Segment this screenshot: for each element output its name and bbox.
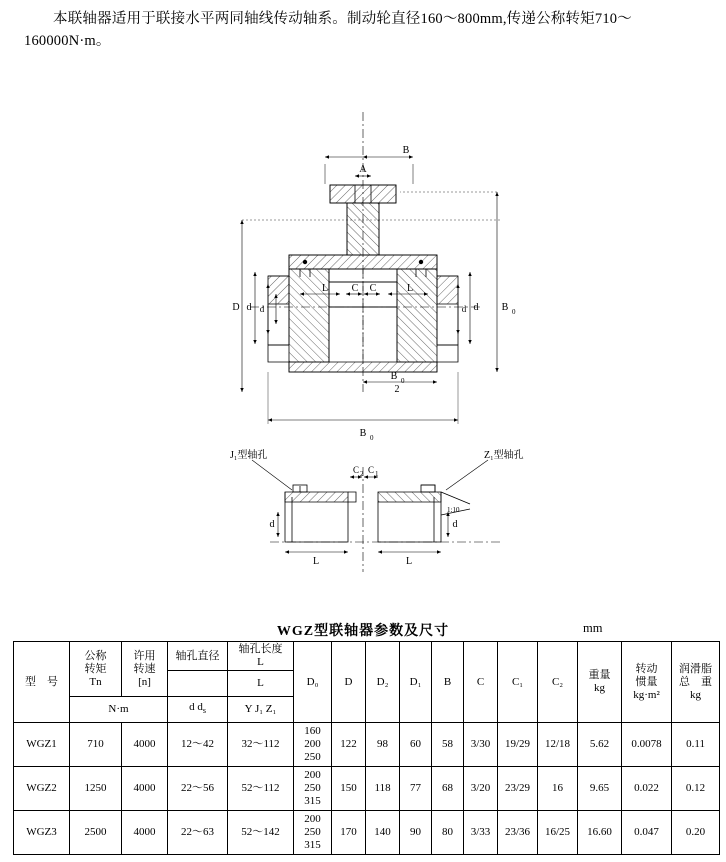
cell-C1: 19/29: [498, 723, 538, 767]
th-C2: C₂: [538, 642, 578, 723]
intro-paragraph: 本联轴器适用于联接水平两同轴线传动轴系。制动轮直径160～800mm,传递公称转矩710～160000N·m。: [24, 11, 632, 49]
th-speed: 许用 转速 [n]: [122, 642, 168, 697]
dim-label-d1-left: d: [259, 304, 265, 314]
cell-bore-len: 32～112: [228, 723, 294, 767]
cell-speed: 4000: [122, 811, 168, 855]
cell-C: 3/33: [464, 811, 498, 855]
cell-C1: 23/36: [498, 811, 538, 855]
th-D2: D₂: [366, 642, 400, 723]
label-Z1-bore: Z₁型轴孔: [484, 450, 524, 461]
cell-inertia: 0.047: [622, 811, 672, 855]
cell-weight: 5.62: [578, 723, 622, 767]
table-row: [14, 811, 720, 855]
th-torque-unit: N·m: [70, 697, 168, 723]
label-taper: 1:10: [447, 506, 460, 514]
th-D: D: [332, 642, 366, 723]
cell-C: 3/30: [464, 723, 498, 767]
dim-label-B0-bottom: B: [359, 428, 367, 439]
cell-inertia: 0.0078: [622, 723, 672, 767]
cell-C2: 16/25: [538, 811, 578, 855]
dim-label-d-left: d: [246, 302, 252, 313]
cell-grease: 0.12: [672, 767, 720, 811]
th-D1: D₁: [400, 642, 432, 723]
dim-label-L-lower-right: L: [405, 556, 413, 567]
cell-model: WGZ1: [14, 723, 70, 767]
dim-label-D-left: D: [232, 302, 240, 313]
cell-D1: 90: [400, 811, 432, 855]
table-unit-label: mm: [583, 621, 603, 635]
dim-label-B0-half-sub: 0: [401, 377, 405, 385]
dim-label-B0-sub: 0: [512, 308, 516, 316]
cell-weight: 16.60: [578, 811, 622, 855]
dim-label-C1: C: [367, 465, 375, 475]
th-weight: 重量 kg: [578, 642, 622, 723]
cell-C2: 12/18: [538, 723, 578, 767]
th-bore-dia-sym: d $d_s$: [168, 697, 228, 723]
cell-model: WGZ3: [14, 811, 70, 855]
dim-label-B0-bottom-sub: 0: [370, 434, 374, 442]
th-C: C: [464, 642, 498, 723]
th-C1: C₁: [498, 642, 538, 723]
dim-label-B0-right: B: [501, 302, 509, 313]
dim-label-two: 2: [394, 384, 400, 395]
cell-C1: 23/29: [498, 767, 538, 811]
cell-torque: 710: [70, 723, 122, 767]
cell-bore-dia: 22～56: [168, 767, 228, 811]
cell-D: 122: [332, 723, 366, 767]
cell-D0: 160 200 250: [294, 723, 332, 767]
th-bore-dia: 轴孔直径: [168, 642, 228, 671]
dim-label-C1-sub: 1: [375, 470, 379, 478]
cell-D2: 140: [366, 811, 400, 855]
th-inertia: 转动 惯量 kg·m²: [622, 642, 672, 723]
dim-label-D-right: d: [473, 302, 479, 313]
table-row: [14, 723, 720, 767]
cell-bore-dia: 22～63: [168, 811, 228, 855]
th-model: 型 号: [14, 642, 70, 723]
th-bore-len-2: L: [228, 671, 294, 697]
cell-model: WGZ2: [14, 767, 70, 811]
dim-label-C2-sub: 2: [360, 470, 364, 478]
cell-D: 170: [332, 811, 366, 855]
dim-label-C-left: C: [351, 283, 359, 294]
cell-torque: 1250: [70, 767, 122, 811]
cell-torque: 2500: [70, 811, 122, 855]
cell-weight: 9.65: [578, 767, 622, 811]
th-bore-len-sym: Y J₁ Z₁: [228, 697, 294, 723]
dim-label-C2: C: [352, 465, 360, 475]
cell-bore-dia: 12～42: [168, 723, 228, 767]
th-B: B: [432, 642, 464, 723]
th-torque: 公称 转矩 Tn: [70, 642, 122, 697]
cell-bore-len: 52～142: [228, 811, 294, 855]
dim-label-d-lower-right: d: [452, 519, 458, 530]
dim-label-d1-right: d: [461, 304, 467, 314]
table-title: WGZ型联轴器参数及尺寸: [276, 624, 450, 639]
th-bore-dia-2: [168, 671, 228, 697]
cell-C2: 16: [538, 767, 578, 811]
cell-D1: 77: [400, 767, 432, 811]
cell-D0: 200 250 315: [294, 767, 332, 811]
cell-B: 68: [432, 767, 464, 811]
dim-label-L-lower-left: L: [312, 556, 320, 567]
dim-label-B0-half: B: [390, 371, 398, 382]
dim-label-d-lower-left: d: [269, 519, 275, 530]
cell-grease: 0.20: [672, 811, 720, 855]
cell-D: 150: [332, 767, 366, 811]
dim-label-A: A: [359, 164, 367, 175]
cell-D0: 200 250 315: [294, 811, 332, 855]
coupling-technical-drawing: [0, 72, 726, 612]
cell-bore-len: 52～112: [228, 767, 294, 811]
cell-grease: 0.11: [672, 723, 720, 767]
cell-C: 3/20: [464, 767, 498, 811]
th-bore-len: 轴孔长度 L: [228, 642, 294, 671]
dim-label-C-right: C: [369, 283, 377, 294]
cell-D2: 98: [366, 723, 400, 767]
cell-B: 80: [432, 811, 464, 855]
th-D0: D₀: [294, 642, 332, 723]
table-row: [14, 767, 720, 811]
parameters-table: [13, 641, 720, 855]
dim-label-B-top: B: [402, 145, 410, 156]
cell-D2: 118: [366, 767, 400, 811]
cell-inertia: 0.022: [622, 767, 672, 811]
label-J1-bore: J₁型轴孔: [230, 450, 268, 461]
th-grease: 润滑脂 总 重 kg: [672, 642, 720, 723]
cell-speed: 4000: [122, 723, 168, 767]
dim-label-L-left: L: [321, 283, 329, 294]
dim-label-L-right: L: [406, 283, 414, 294]
cell-B: 58: [432, 723, 464, 767]
cell-D1: 60: [400, 723, 432, 767]
cell-speed: 4000: [122, 767, 168, 811]
